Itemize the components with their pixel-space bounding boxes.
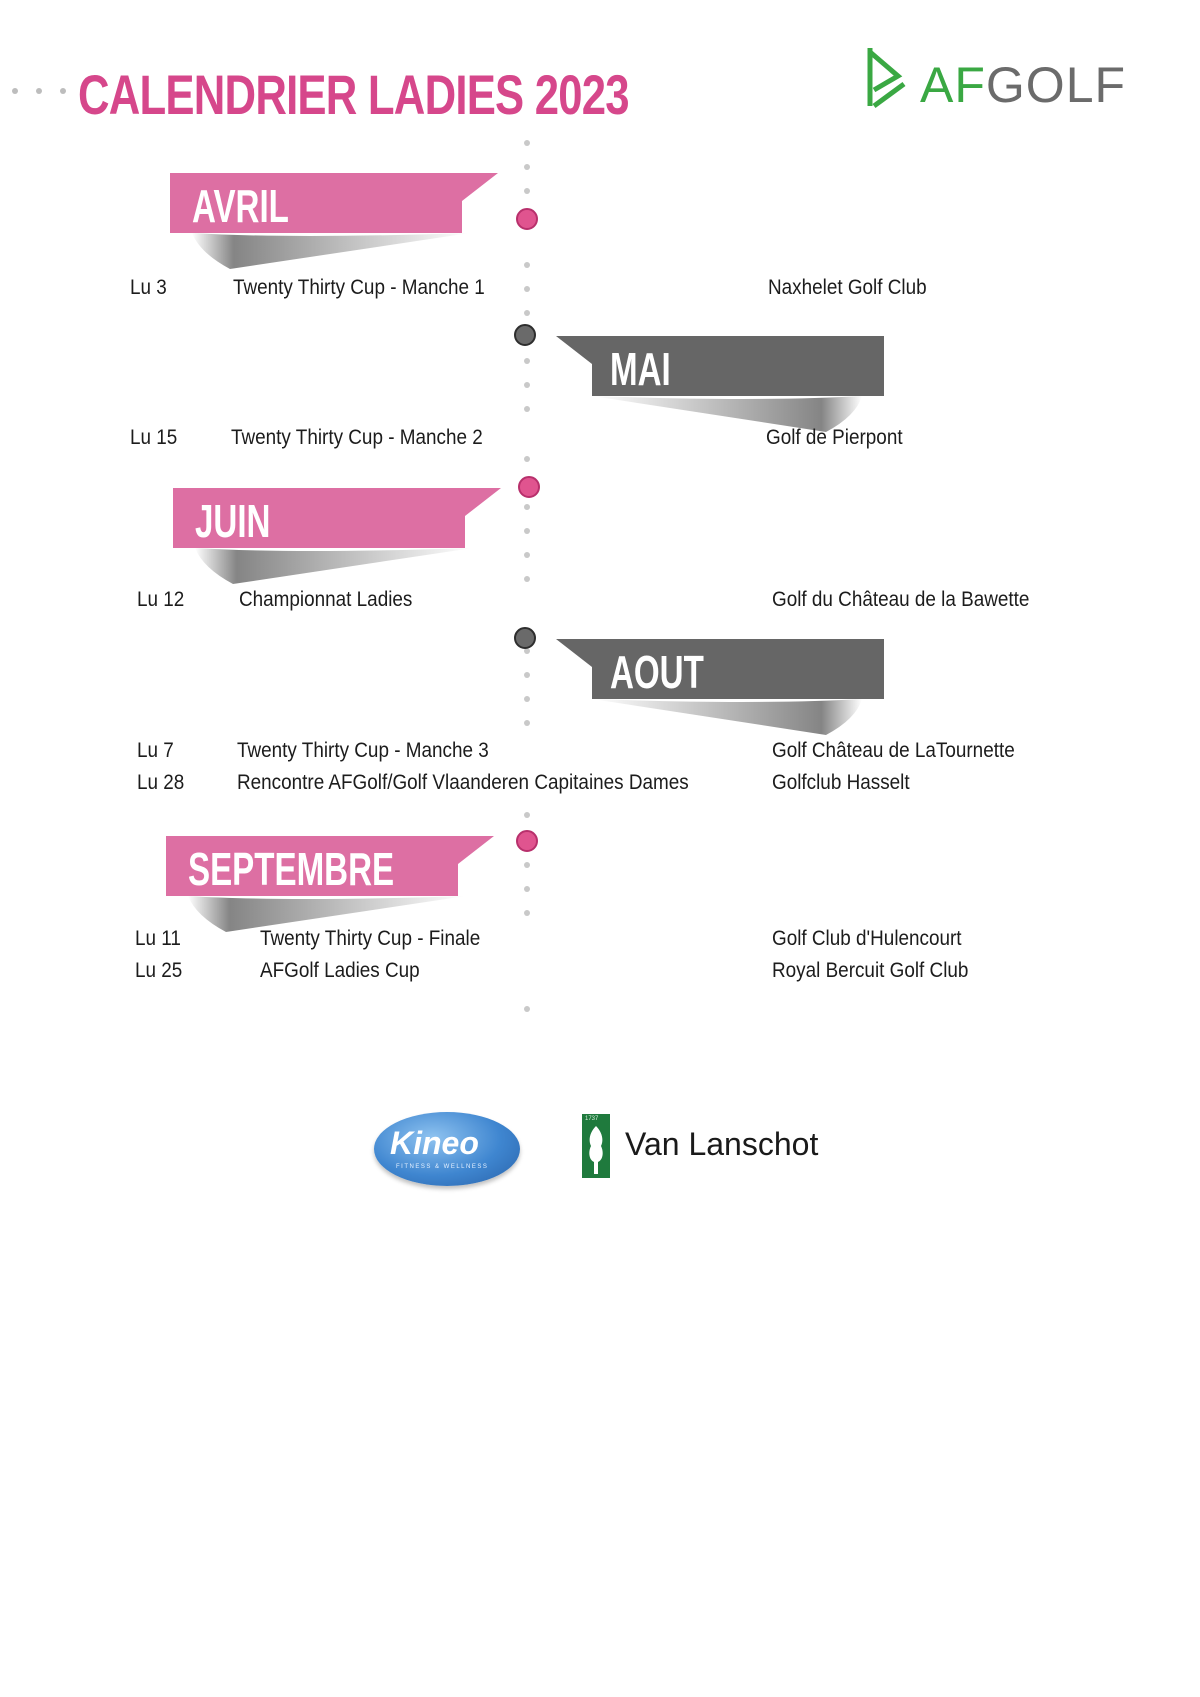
month-label: AOUT bbox=[610, 646, 704, 698]
timeline-dot bbox=[524, 720, 530, 726]
event-date: Lu 3 bbox=[130, 276, 167, 299]
kineo-tagline: FITNESS & WELLNESS bbox=[396, 1164, 489, 1170]
month-label: SEPTEMBRE bbox=[188, 843, 395, 895]
timeline-dot bbox=[524, 1006, 530, 1012]
event-date: Lu 12 bbox=[137, 588, 185, 611]
event-date: Lu 28 bbox=[137, 771, 185, 794]
event-venue: Golf Club d'Hulencourt bbox=[772, 927, 962, 950]
month-ribbon-juin bbox=[173, 488, 503, 550]
timeline-dot bbox=[524, 886, 530, 892]
event-venue: Royal Bercuit Golf Club bbox=[772, 959, 969, 982]
month-label: JUIN bbox=[195, 495, 271, 547]
event-date: Lu 7 bbox=[137, 739, 174, 762]
timeline-dot bbox=[524, 286, 530, 292]
timeline-dot bbox=[524, 140, 530, 146]
afgolf-wordmark: AFGOLF bbox=[920, 57, 1127, 113]
afgolf-flag-icon bbox=[864, 46, 910, 116]
leader-dot bbox=[36, 88, 42, 94]
timeline-dot bbox=[524, 696, 530, 702]
event-date: Lu 25 bbox=[135, 959, 183, 982]
timeline-dot bbox=[524, 358, 530, 364]
timeline-dot bbox=[524, 310, 530, 316]
kineo-wordmark: Kineo bbox=[390, 1125, 479, 1161]
month-ribbon-aout bbox=[556, 639, 886, 701]
van-lanschot-logo bbox=[582, 1114, 842, 1180]
page-title: CALENDRIER LADIES 2023 bbox=[78, 63, 629, 126]
month-ribbon-mai bbox=[556, 336, 886, 398]
event-title: Twenty Thirty Cup - Manche 1 bbox=[233, 276, 485, 299]
event-date: Lu 15 bbox=[130, 426, 178, 449]
event-venue: Golf du Château de la Bawette bbox=[772, 588, 1030, 611]
event-title: Twenty Thirty Cup - Finale bbox=[260, 927, 481, 950]
timeline-dot bbox=[524, 188, 530, 194]
month-ribbon-avril bbox=[170, 173, 500, 235]
leader-dot bbox=[60, 88, 66, 94]
timeline-node-avril bbox=[516, 208, 538, 230]
event-date: Lu 11 bbox=[135, 927, 181, 950]
timeline-node-aout bbox=[514, 627, 536, 649]
timeline-dot bbox=[524, 456, 530, 462]
month-ribbon-septembre bbox=[166, 836, 496, 898]
van-lanschot-wordmark: Van Lanschot bbox=[625, 1126, 819, 1162]
event-title: AFGolf Ladies Cup bbox=[260, 959, 420, 982]
timeline-dot bbox=[524, 552, 530, 558]
tree-icon: 1737 bbox=[582, 1114, 610, 1178]
timeline-dot bbox=[524, 382, 530, 388]
event-title: Twenty Thirty Cup - Manche 2 bbox=[231, 426, 483, 449]
timeline-dot bbox=[524, 672, 530, 678]
month-label: AVRIL bbox=[192, 180, 289, 232]
timeline-dot bbox=[524, 406, 530, 412]
leader-dot bbox=[12, 88, 18, 94]
event-venue: Golfclub Hasselt bbox=[772, 771, 910, 794]
timeline-dot bbox=[524, 164, 530, 170]
timeline-node-juin bbox=[518, 476, 540, 498]
month-label: MAI bbox=[610, 343, 671, 395]
event-title: Twenty Thirty Cup - Manche 3 bbox=[237, 739, 489, 762]
event-venue: Golf de Pierpont bbox=[766, 426, 903, 449]
timeline-dot bbox=[524, 528, 530, 534]
event-title: Rencontre AFGolf/Golf Vlaanderen Capitaines Dames bbox=[237, 771, 689, 794]
timeline-dot bbox=[524, 576, 530, 582]
event-venue: Golf Château de LaTournette bbox=[772, 739, 1015, 762]
event-venue: Naxhelet Golf Club bbox=[768, 276, 927, 299]
timeline-dot bbox=[524, 862, 530, 868]
timeline-dot bbox=[524, 910, 530, 916]
event-title: Championnat Ladies bbox=[239, 588, 413, 611]
kineo-logo bbox=[374, 1112, 520, 1186]
timeline-dot bbox=[524, 812, 530, 818]
timeline-node-mai bbox=[514, 324, 536, 346]
timeline-dot bbox=[524, 262, 530, 268]
afgolf-logo bbox=[864, 46, 1134, 116]
timeline-dot bbox=[524, 504, 530, 510]
timeline-node-septembre bbox=[516, 830, 538, 852]
